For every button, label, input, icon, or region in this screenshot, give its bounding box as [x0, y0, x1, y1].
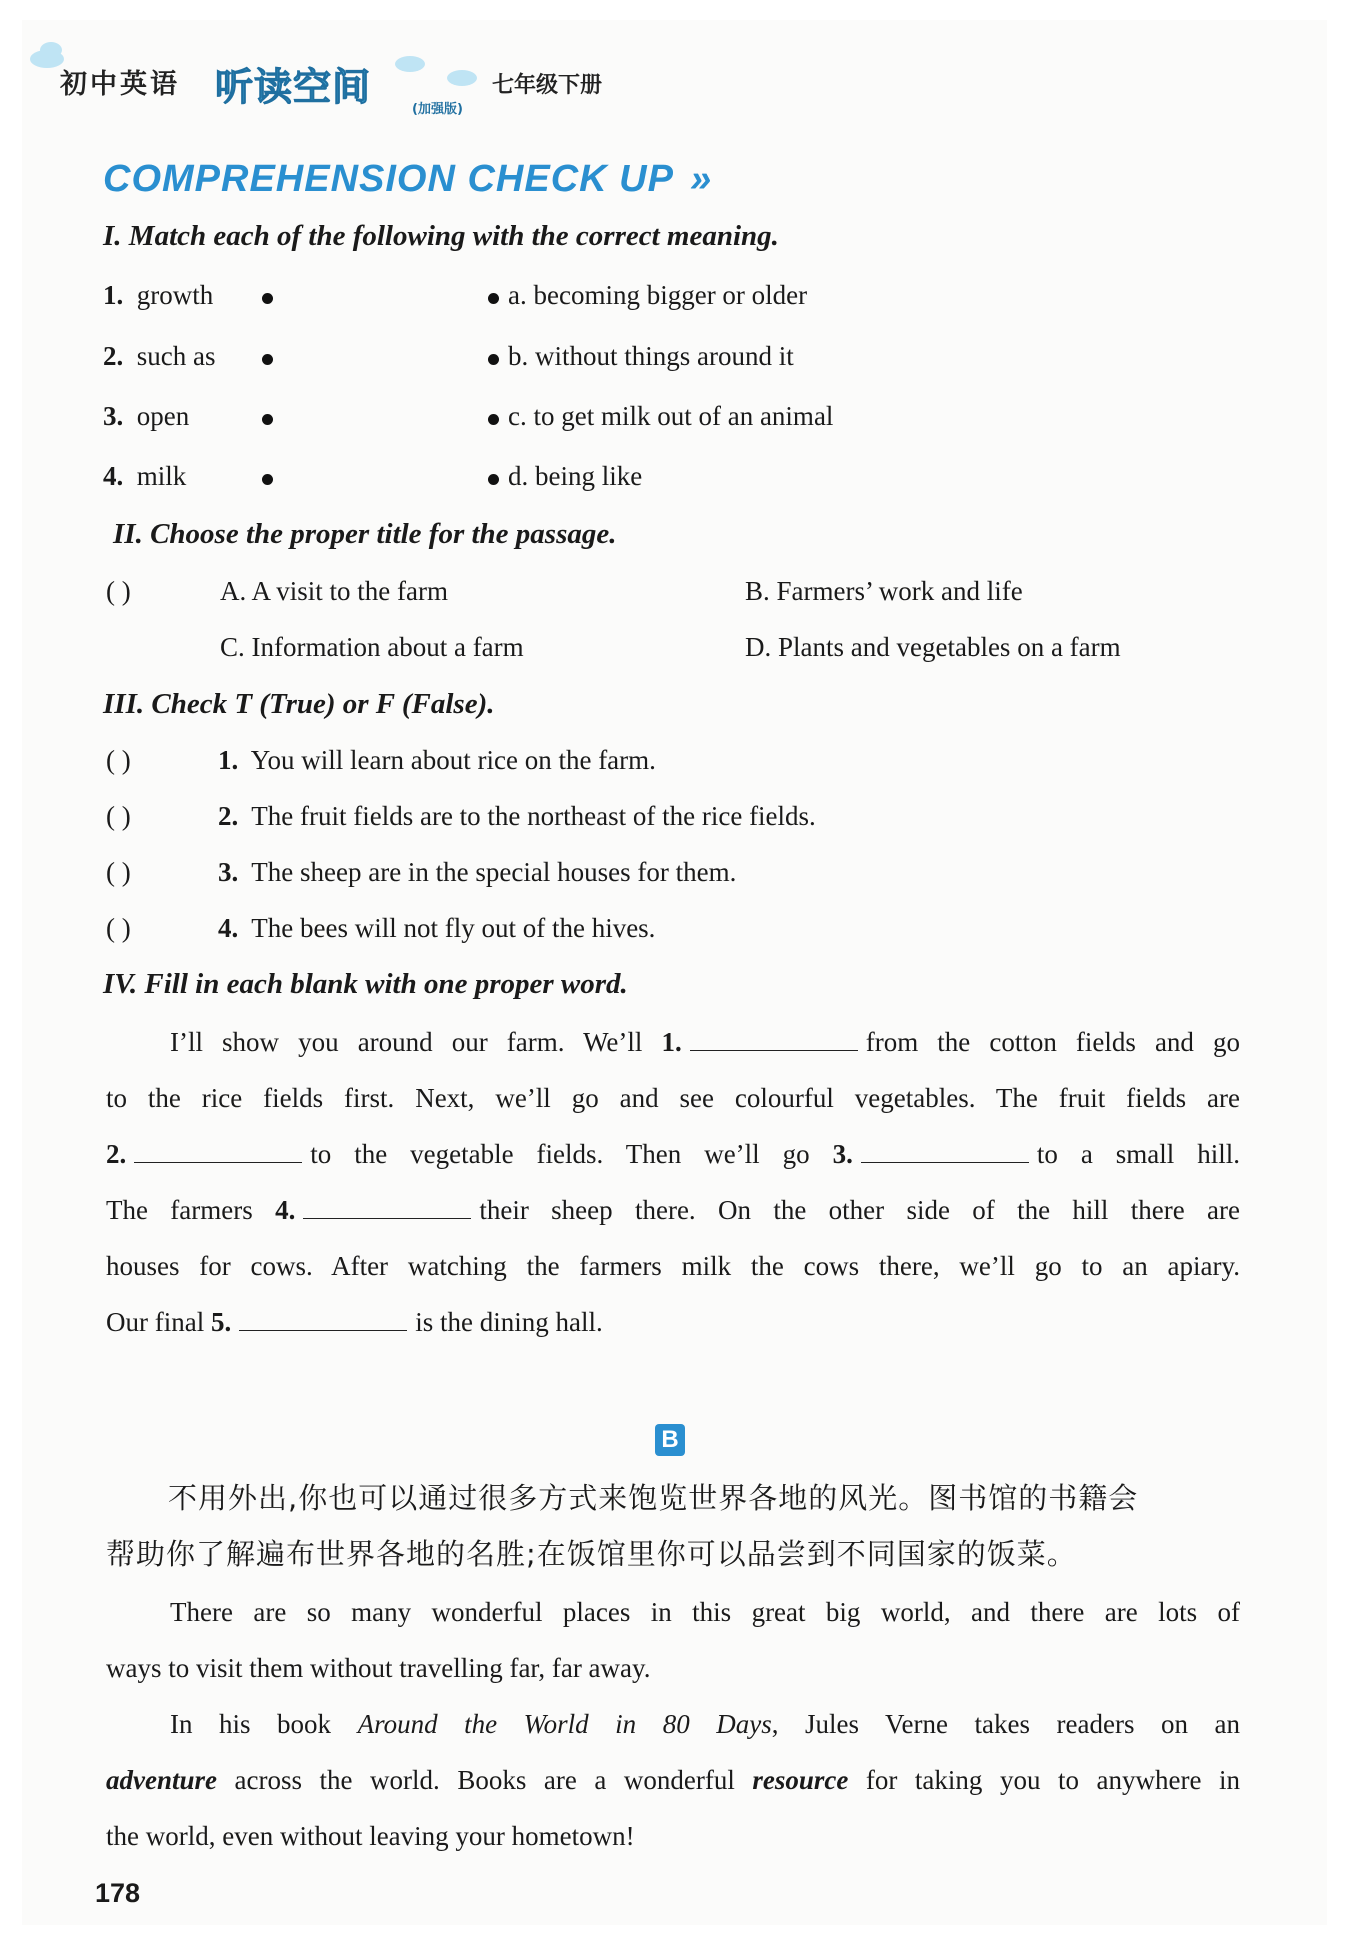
- section-b-reading: [106, 1584, 1240, 1864]
- q4-heading: IV. Fill in each blank with one proper word.: [103, 968, 628, 1000]
- match-dot-right[interactable]: [488, 354, 499, 365]
- fill-blank[interactable]: [861, 1136, 1029, 1163]
- match-dot-left[interactable]: [262, 354, 273, 365]
- answer-paren[interactable]: ( ): [106, 576, 131, 606]
- page-number: 178: [95, 1878, 141, 1908]
- reading-line: ways to visit them without travelling far, far away.: [106, 1653, 651, 1683]
- edition-label: (加强版): [412, 102, 463, 117]
- chinese-intro-line: 不用外出,你也可以通过很多方式来饱览世界各地的风光。图书馆的书籍会: [168, 1481, 1139, 1515]
- reading-line: In his book Around the World in 80 Days, Jules Verne takes readers on an: [170, 1709, 1241, 1739]
- match-dot-left[interactable]: [262, 414, 273, 425]
- section-b-intro: [106, 1470, 1240, 1582]
- reading-line: the world, even without leaving your hometown!: [106, 1821, 635, 1851]
- answer-paren[interactable]: ( ): [106, 801, 131, 831]
- cloud-decoration-icon: [447, 70, 477, 86]
- match-left-item: 4. milk: [103, 461, 187, 491]
- match-dot-left[interactable]: [262, 293, 273, 304]
- reading-line: adventure across the world. Books are a wonderful resource for taking you to anywhere in: [106, 1765, 1240, 1795]
- cloud-decoration-icon: [395, 56, 425, 72]
- q3-heading: III. Check T (True) or F (False).: [103, 688, 495, 720]
- passage-line: I’ll show you around our farm. We’ll 1. from the cotton fields and go: [106, 1014, 1240, 1070]
- match-left-item: 3. open: [103, 401, 190, 431]
- match-dot-right[interactable]: [488, 414, 499, 425]
- q2-heading: II. Choose the proper title for the passage.: [113, 518, 617, 550]
- q2-option-c: C. Information about a farm: [220, 632, 524, 662]
- cloud-decoration-icon: [40, 42, 62, 58]
- grade-label: 七年级下册: [492, 73, 603, 98]
- series-logo: 听读空间: [215, 65, 372, 109]
- fill-blank[interactable]: [303, 1192, 471, 1219]
- passage-line: The farmers 4. their sheep there. On the other side of the hill there are: [106, 1182, 1240, 1238]
- match-left-item: 1. growth: [103, 280, 214, 310]
- match-left-item: 2. such as: [103, 341, 216, 371]
- passage-line: Our final 5. is the dining hall.: [106, 1294, 1240, 1350]
- answer-paren[interactable]: ( ): [106, 745, 131, 775]
- passage-line: 2. to the vegetable fields. Then we’ll go 3. to a small hill.: [106, 1126, 1240, 1182]
- double-chevron-icon: »: [690, 158, 713, 200]
- match-dot-right[interactable]: [488, 293, 499, 304]
- vocab-word: resource: [752, 1765, 849, 1795]
- tf-item: 2. The fruit fields are to the northeast of the rice fields.: [218, 801, 816, 831]
- reading-line: There are so many wonderful places in this great big world, and there are lots of: [170, 1597, 1240, 1627]
- match-right-item: c. to get milk out of an animal: [508, 401, 834, 431]
- match-right-item: a. becoming bigger or older: [508, 280, 808, 310]
- tf-item: 1. You will learn about rice on the farm.: [218, 745, 656, 775]
- match-dot-right[interactable]: [488, 474, 499, 485]
- answer-paren[interactable]: ( ): [106, 857, 131, 887]
- vocab-word: adventure: [106, 1765, 217, 1795]
- tf-item: 4. The bees will not fly out of the hives.: [218, 913, 656, 943]
- match-right-item: d. being like: [508, 461, 643, 491]
- section-title: [103, 158, 712, 201]
- q4-passage: [106, 1014, 1240, 1350]
- q2-option-b: B. Farmers’ work and life: [745, 576, 1023, 606]
- q2-option-a: A. A visit to the farm: [220, 576, 448, 606]
- tf-item: 3. The sheep are in the special houses for them.: [218, 857, 737, 887]
- passage-line: to the rice fields first. Next, we’ll go and see colourful vegetables. The fruit fields are: [106, 1083, 1240, 1113]
- chinese-intro-line: 帮助你了解遍布世界各地的名胜;在饭馆里你可以品尝到不同国家的饭菜。: [106, 1537, 1077, 1571]
- match-right-item: b. without things around it: [508, 341, 794, 371]
- passage-line: houses for cows. After watching the farmers milk the cows there, we’ll go to an apiary.: [106, 1251, 1240, 1281]
- fill-blank[interactable]: [690, 1024, 858, 1051]
- book-title: 初中英语: [60, 69, 180, 99]
- fill-blank[interactable]: [239, 1304, 407, 1331]
- answer-paren[interactable]: ( ): [106, 913, 131, 943]
- section-title-text: COMPREHENSION CHECK UP: [103, 158, 673, 200]
- book-title-ref: Around the World in 80 Days: [357, 1709, 772, 1739]
- q1-heading: I. Match each of the following with the correct meaning.: [103, 220, 779, 252]
- match-dot-left[interactable]: [262, 474, 273, 485]
- fill-blank[interactable]: [134, 1136, 302, 1163]
- q2-option-d: D. Plants and vegetables on a farm: [745, 632, 1121, 662]
- section-b-badge: B: [655, 1424, 685, 1456]
